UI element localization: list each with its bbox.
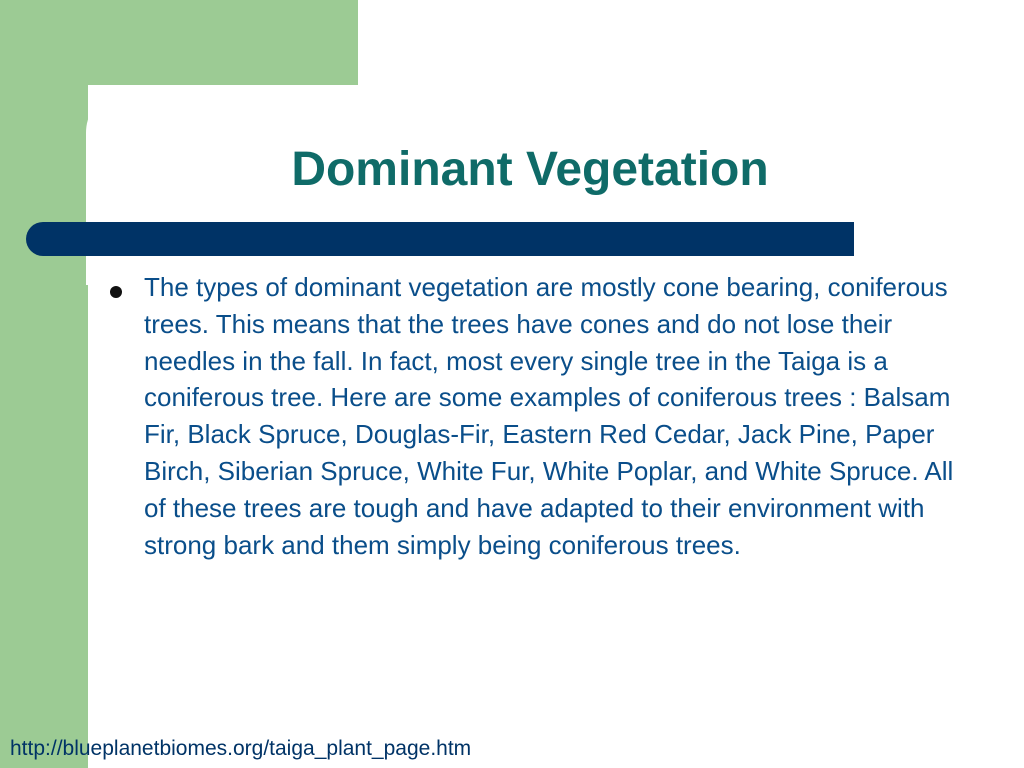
green-side-band xyxy=(0,0,88,768)
slide-title: Dominant Vegetation xyxy=(291,143,769,196)
source-link[interactable]: http://blueplanetbiomes.org/taiga_plant_page.htm xyxy=(10,737,472,760)
body-paragraph: The types of dominant vegetation are mostly cone bearing, coniferous trees. This means that the trees have cones and do not lose their needles in the fall. In fact, most every single tree in the Taiga is a coniferous tree. Here are some examples of coniferous trees : Balsam Fir, Black Spruce, Douglas-Fir, Eastern Red Cedar, Jack Pine, Paper Birch, Siberian Spruce, White Fur, White Poplar, and White Spruce. All of these trees are tough and have adapted to their environment with strong bark and them simply being coniferous trees. xyxy=(144,272,954,560)
bullet-icon xyxy=(108,282,128,302)
title-divider-bar xyxy=(26,222,854,256)
bullet-dot xyxy=(110,286,122,298)
green-top-band xyxy=(0,0,358,85)
